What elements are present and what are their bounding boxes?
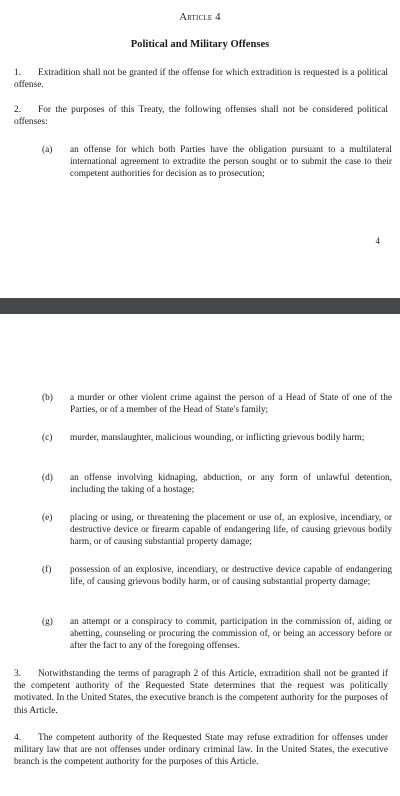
paragraph-2 (14, 104, 388, 128)
paragraph-number: 1. (14, 68, 22, 78)
paragraph-text: Notwithstanding the terms of paragraph 2 of this Article, extradition shall not be granted if the competent authority of the Requested State determines that the request was politically motivated. In the United States, the executive branch is the competent authority for the purposes of this Article. (14, 669, 388, 716)
item-text: possession of an explosive, incendiary, or destructive device capable of endangering life, of causing grievous bodily harm, or of causing substantial property damage; (70, 565, 392, 588)
item-text: murder, manslaughter, malicious wounding, or inflicting grievous bodily harm; (70, 433, 365, 443)
paragraph-4 (14, 732, 388, 769)
paragraph-3 (14, 668, 388, 717)
article-title: Article 4 (179, 12, 221, 23)
item-text: an attempt or a conspiracy to commit, participation in the commission of, aiding or abetting, counseling or procuring the commission of, or being an accessory before or after the fact to any of the foregoing offenses. (70, 617, 392, 652)
paragraph-number: 3. (14, 669, 22, 679)
paragraph-text: The competent authority of the Requested State may refuse extradition for offenses under military law that are not offenses under ordinary criminal law. In the United States, the executive branch is the competent authority for the purposes of this Article. (14, 733, 388, 768)
paragraph-number: 4. (14, 733, 22, 743)
paragraph-number: 2. (14, 105, 22, 115)
page-number: 4 (375, 236, 380, 246)
item-text: a murder or other violent crime against the person of a Head of State of one of the Parties, or of a member of the Head of State's family; (70, 393, 392, 416)
item-label: (d) (42, 473, 53, 483)
item-text: an offense involving kidnaping, abduction, or any form of unlawful detention, including the taking of a hostage; (70, 473, 392, 496)
item-label: (c) (42, 433, 53, 443)
paragraph-1 (14, 67, 388, 91)
item-text: placing or using, or threatening the placement or use of, an explosive, incendiary, or destructive device or firearm capable of endangering life, of causing grievous bodily harm, or of causing substantial property damage; (70, 513, 392, 548)
item-label: (a) (42, 145, 53, 155)
item-label: (g) (42, 617, 53, 627)
document-page-1 (0, 0, 400, 298)
paragraph-text: For the purposes of this Treaty, the following offenses shall not be considered political offenses: (14, 105, 388, 128)
item-label: (b) (42, 393, 53, 403)
item-text: an offense for which both Parties have the obligation pursuant to a multilateral international agreement to extradite the person sought or to submit the case to their competent authorities for decision as to prosecution; (70, 145, 392, 180)
article-heading: Political and Military Offenses (130, 39, 270, 50)
page-break-divider (0, 298, 400, 314)
document-page-2 (0, 314, 400, 796)
item-label: (f) (42, 565, 52, 575)
paragraph-text: Extradition shall not be granted if the offense for which extradition is requested is a political offense. (14, 68, 388, 91)
item-label: (e) (42, 513, 53, 523)
